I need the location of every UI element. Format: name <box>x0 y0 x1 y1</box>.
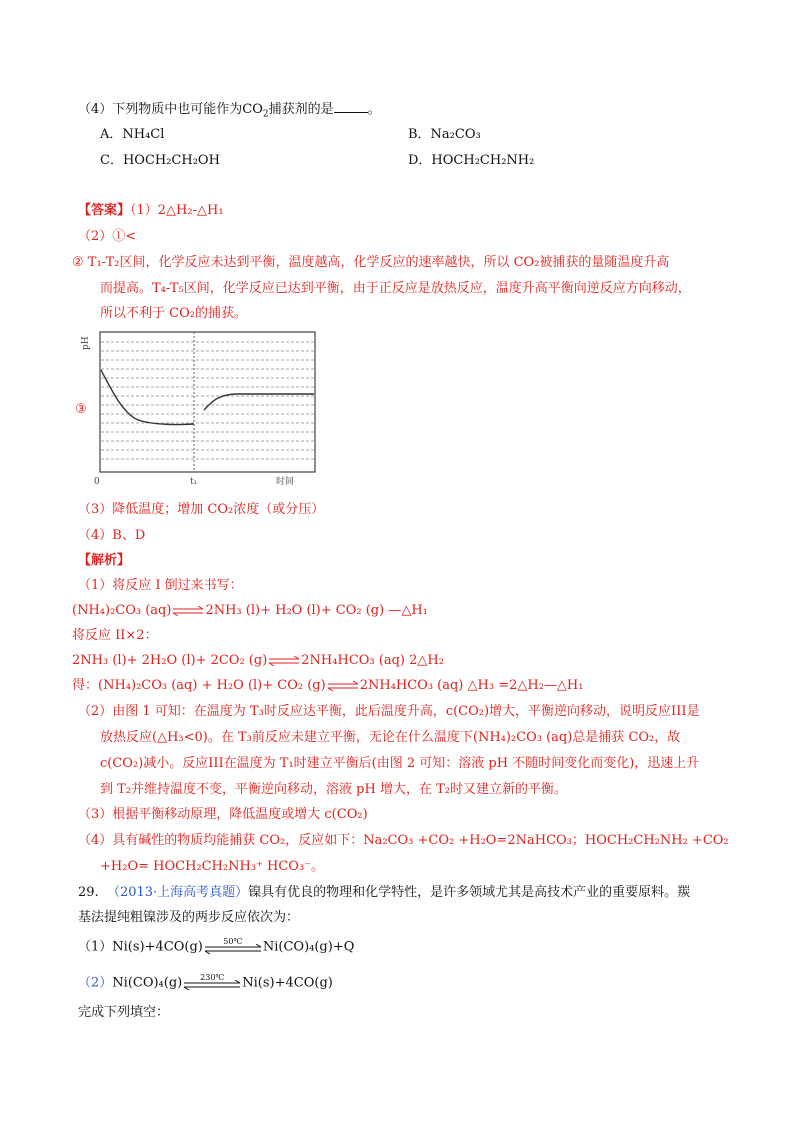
graph-ylabel: pH <box>81 336 91 350</box>
graph-frame <box>100 332 315 472</box>
analysis-p5-line1: （4）具有碱性的物质均能捕获 CO₂，反应如下：Na₂CO₃ +CO₂ +H₂O=2NaHCO₃；HOCH₂CH₂NH₂ +CO₂ <box>78 833 729 848</box>
analysis-p4: （3）根据平衡移动原理，降低温度或增大 c(CO₂) <box>78 807 368 822</box>
ph-time-graph <box>68 328 328 488</box>
analysis-eq2 <box>72 652 444 670</box>
eq2-left: 2NH₃ (l)+ 2H₂O (l)+ 2CO₂ (g) <box>72 653 268 668</box>
q29-number: 29. <box>78 885 99 900</box>
answer-blank <box>334 100 368 113</box>
r2-left: Ni(CO)₄(g) <box>112 975 183 991</box>
r2-condition: 230℃ <box>200 973 225 982</box>
answer-4: （4）B、D <box>78 528 146 543</box>
analysis-p5-line2: +H₂O= HOCH₂CH₂NH₃⁺ HCO₃⁻。 <box>100 859 325 874</box>
q4-stem-post: 捕获剂的是 <box>268 102 334 117</box>
analysis-tag <box>78 552 130 570</box>
reversible-arrow-icon <box>203 936 263 958</box>
analysis-p3-line2: 放热反应(△H₃<0)。在 T₃前反应未建立平衡，无论在什么温度下(NH₄)₂CO₃ (aq)总是捕获 CO₂，故 <box>100 730 681 745</box>
eq1-left: (NH₄)₂CO₃ (aq) <box>72 603 172 618</box>
answer-3: （3）降低温度；增加 CO₂浓度（或分压） <box>78 502 325 517</box>
analysis-p1: （1）将反应 I 倒过来书写： <box>78 578 243 593</box>
eq1-right: 2NH₃ (l)+ H₂O (l)+ CO₂ (g) —△H₁ <box>205 603 428 618</box>
eq3-right: 2NH₄HCO₃ (aq) △H₃ =2△H₂—△H₁ <box>359 678 584 693</box>
q4-stem-co2: CO <box>242 102 263 117</box>
answer-2: （2）①< <box>78 229 137 244</box>
graph-gridlines <box>101 342 314 459</box>
analysis-p2: 将反应 II×2： <box>72 628 158 643</box>
q29-reaction-2 <box>78 972 333 994</box>
answer-2-2-line2: 而提高。T₄-T₅区间，化学反应已达到平衡，由于正反应是放热反应，温度升高平衡向逆反应方向移动， <box>100 281 691 296</box>
answer-2-2-line1: ② T₁-T₂区间，化学反应未达到平衡，温度越高，化学反应的速率越快，所以 CO₂被捕获的量随温度升高 <box>72 255 670 270</box>
q29-source-link[interactable]: （2013·上海高考真题） <box>106 885 249 900</box>
graph-t1-label: t₁ <box>190 477 198 487</box>
eq2-right: 2NH₄HCO₃ (aq) 2△H₂ <box>301 653 444 668</box>
q4-option-a: A．NH₄Cl <box>100 127 165 142</box>
r1-right: Ni(CO)₄(g)+Q <box>262 939 355 955</box>
analysis-eq1 <box>72 602 428 620</box>
r1-condition: 50℃ <box>223 937 243 946</box>
graph-origin-label: 0 <box>94 477 100 487</box>
analysis-p3-line3: c(CO₂)减小。反应III在温度为 T₁时建立平衡后(由图 2 可知：溶液 pH 不随时间变化而变化)，迅速上升 <box>100 756 700 771</box>
analysis-eq3 <box>72 677 583 695</box>
q29-reaction-1 <box>78 936 354 958</box>
reversible-arrow-icon <box>182 972 242 994</box>
q4-stem <box>78 100 381 119</box>
analysis-p3-line4: 到 T₂并维持温度不变，平衡逆向移动，溶液 pH 增大，在 T₂时又建立新的平衡。 <box>100 782 567 797</box>
reversible-arrow-icon <box>171 604 205 618</box>
q29-tail: 完成下列填空： <box>78 1005 170 1020</box>
graph-xlabel: 时间 <box>276 477 295 487</box>
q29-line1 <box>78 884 690 902</box>
q4-option-d: D．HOCH₂CH₂NH₂ <box>408 153 535 168</box>
q4-stem-end: 。 <box>367 102 381 117</box>
analysis-tag-text: 【解析】 <box>78 553 131 568</box>
q4-stem-sub: 2 <box>262 109 269 120</box>
answer-2-2-line3: 所以不利于 CO₂的捕获。 <box>100 306 247 321</box>
analysis-p3-line1: （2）由图 1 可知：在温度为 T₃时反应达平衡，此后温度升高，c(CO₂)增大，平衡逆向移动，说明反应III是 <box>78 704 700 719</box>
answer-1: （1）2△H₂-△H₁ <box>130 203 224 218</box>
eq3-left: 得：(NH₄)₂CO₃ (aq) + H₂O (l)+ CO₂ (g) <box>72 678 326 693</box>
r2-number: （2） <box>78 975 113 991</box>
q4-option-b: B．Na₂CO₃ <box>408 127 481 142</box>
reversible-arrow-icon <box>326 679 360 693</box>
q29-line2: 基法提纯粗镍涉及的两步反应依次为： <box>78 910 300 925</box>
q29-text-line1: 镍具有优良的物理和化学特性，是许多领域尤其是高技术产业的重要原料。羰 <box>248 885 691 900</box>
answer-2-3-marker: ③ <box>75 402 87 417</box>
q4-option-c: C．HOCH₂CH₂OH <box>100 153 220 168</box>
r2-right: Ni(s)+4CO(g) <box>242 975 333 991</box>
answer-line-1 <box>78 202 224 220</box>
answer-tag: 【答案】 <box>78 203 131 218</box>
q4-stem-pre: （4）下列物质中也可能作为 <box>78 102 243 117</box>
r1-left: （1）Ni(s)+4CO(g) <box>78 939 203 955</box>
reversible-arrow-icon <box>267 654 301 668</box>
